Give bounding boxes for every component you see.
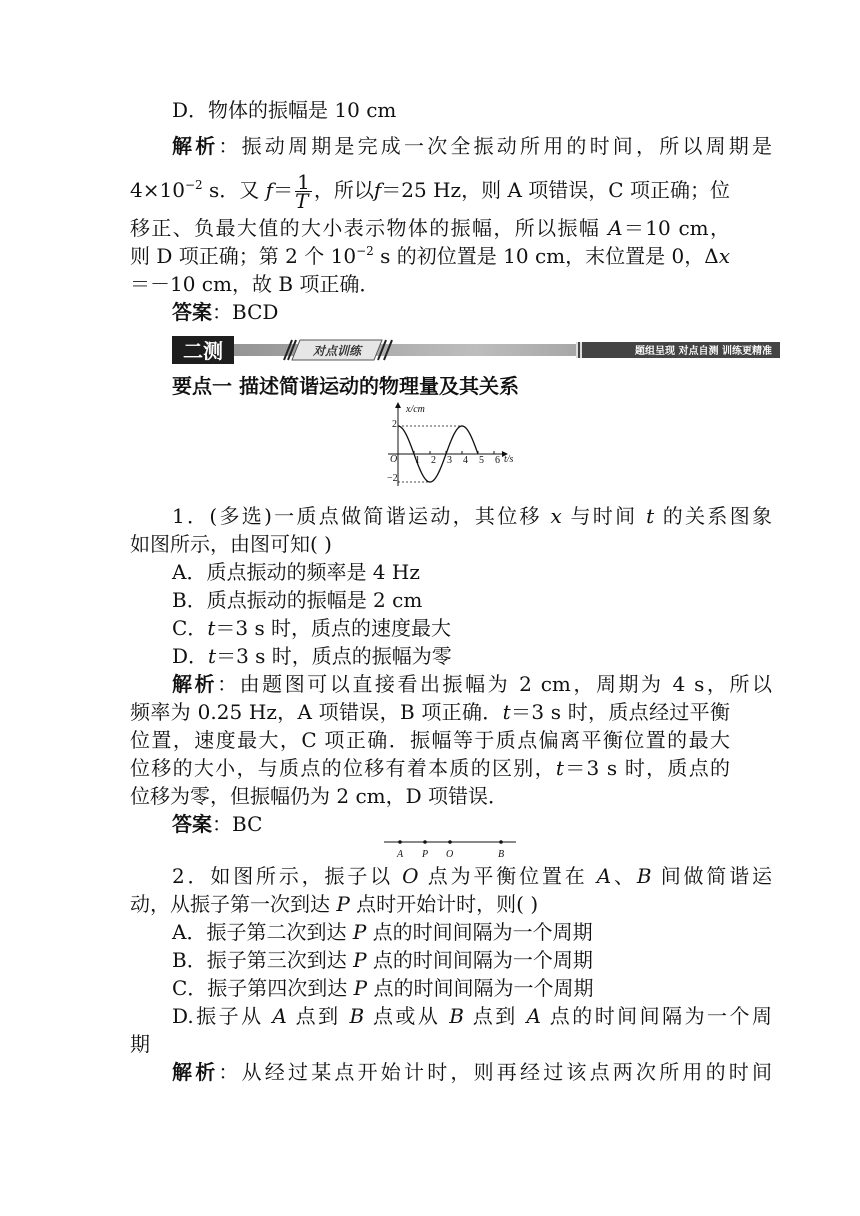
explanation-line: 位置，速度最大，C 项正确．振幅等于质点偏离平衡位置的最大 [130,728,730,752]
option-d: D．t＝3 s 时，质点的振幅为零 [172,644,452,668]
section-banner [172,336,780,364]
fraction: $\frac{1}{T}$ [295,170,310,213]
point-a-dot [398,840,402,844]
x-tick-label: 4 [463,455,468,466]
explanation-line: 位移的大小，与质点的位移有着本质的区别，t＝3 s 时，质点的 [130,756,731,780]
question-line: 动，从振子第一次到达 P 点时开始计时，则( ) [130,892,539,916]
explanation-line: $4\times 10^{-2}$ s．又 f＝ $\frac{1}{T}$ ，所以f＝25 Hz，则 A 项错误，C 项正确；位 [130,170,731,213]
spring-line-diagram [380,836,520,862]
graph-y-tick-max: 2 [392,419,397,430]
question-line: 2．如图所示，振子以 O 点为平衡位置在 A、B 间做简谐运 [172,864,772,888]
graph-y-label: x/cm [406,404,425,415]
explanation-line: 位移为零，但振幅仍为 2 cm，D 项错误． [130,784,508,808]
option-b: B．振子第三次到达 P 点的时间间隔为一个周期 [172,948,593,972]
point-a-label: A [397,849,404,860]
x-tick-label: 5 [479,455,484,466]
explanation-line: 解析：由题图可以直接看出振幅为 2 cm，周期为 4 s，所以 [172,672,773,696]
section-heading: 要点一 描述简谐运动的物理量及其关系 [172,374,519,398]
question-line: 如图所示，由图可知( ) [130,532,332,556]
option-b: B．质点振动的振幅是 2 cm [172,588,423,612]
banner-title: 二测 [183,339,223,363]
oscillation-graph [370,398,520,494]
banner-subtitle: 对点训练 [312,344,362,358]
answer-line: 答案：BCD [172,300,279,324]
point-o-dot [448,840,452,844]
graph-origin: O [390,454,398,465]
explanation-line: 则 D 项正确；第 2 个 $10^{-2}$ s 的初位置是 10 cm，末位置是 0，Δx [130,244,730,268]
x-tick-label: 1 [415,455,420,466]
answer-line: 答案：BC [172,812,263,836]
x-tick-label: 6 [495,455,500,466]
point-p-label: P [422,849,429,860]
explanation-line: 频率为 0.25 Hz，A 项错误，B 项正确．t＝3 s 时，质点经过平衡 [130,700,730,724]
option-c: C．振子第四次到达 P 点的时间间隔为一个周期 [172,976,594,1000]
y-axis-arrow [395,402,401,408]
question-line: 1．(多选)一质点做简谐运动，其位移 x 与时间 t 的关系图象 [172,504,773,528]
banner-right-text: 题组呈现 对点自测 训练更精准 [635,346,772,357]
graph-y-tick-min: −2 [387,473,398,484]
explanation-line: 解析：振动周期是完成一次全振动所用的时间，所以周期是 [172,134,773,158]
point-b-dot [499,840,503,844]
point-o-label: O [446,849,454,860]
explanation-line: 解析：从经过某点开始计时，则再经过该点两次所用的时间 [172,1060,773,1084]
x-tick-label: 3 [447,455,452,466]
point-b-label: B [498,849,505,860]
explanation-line: 移正、负最大值的大小表示物体的振幅，所以振幅 A＝10 cm， [130,216,731,240]
x-tick-label: 2 [431,455,436,466]
option-a: A．质点振动的频率是 4 Hz [172,560,420,584]
option-d-prev: D．物体的振幅是 10 cm [172,98,397,122]
point-p-dot [423,840,427,844]
option-d: D.振子从 A 点到 B 点或从 B 点到 A 点的时间间隔为一个周 [172,1004,772,1028]
graph-x-ticks [414,451,500,466]
option-c: C．t＝3 s 时，质点的速度最大 [172,616,452,640]
graph-x-label: t/s [504,454,514,465]
option-a: A．振子第二次到达 P 点的时间间隔为一个周期 [172,920,593,944]
option-d-cont: 期 [130,1032,150,1056]
explanation-line: ＝－10 cm，故 B 项正确． [130,272,380,296]
